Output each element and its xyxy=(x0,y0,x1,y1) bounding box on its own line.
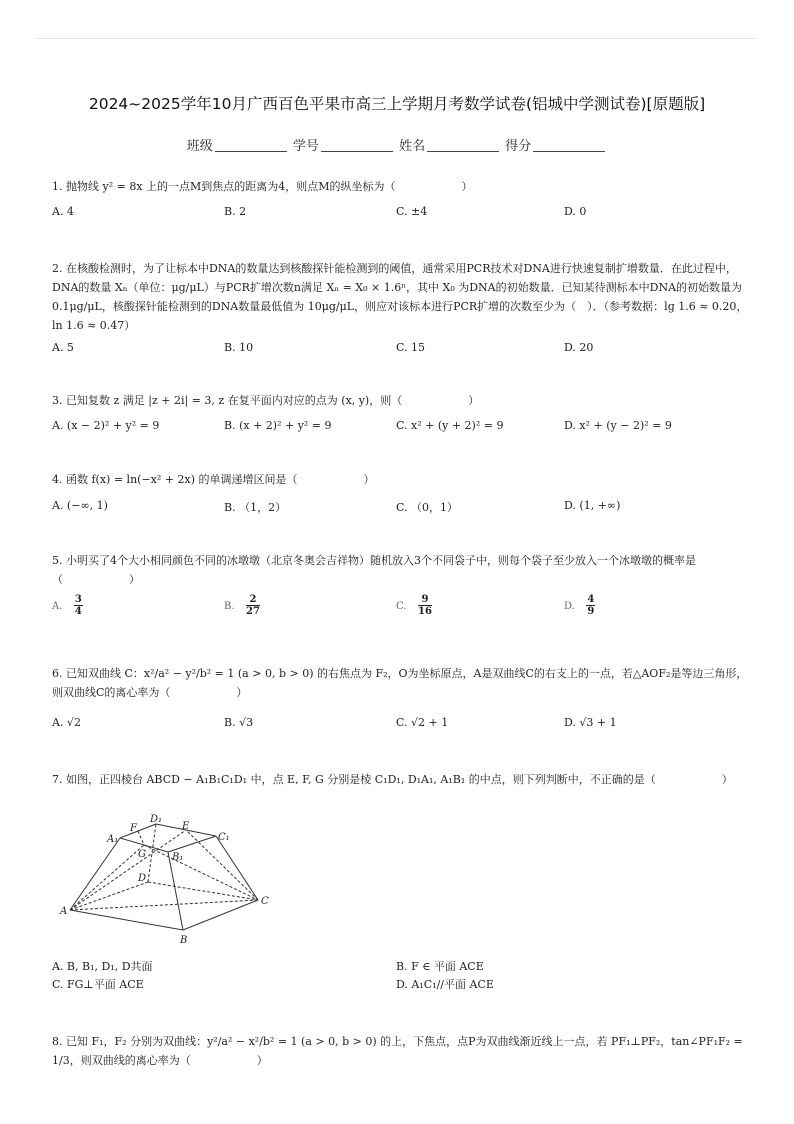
question-stem: 5. 小明买了4个大小相同颜色不同的冰墩墩（北京冬奥会吉祥物）随机放入3个不同袋子中，则每个袋子至少放入一个冰墩墩的概率是（ ） xyxy=(52,554,696,586)
edge-bc xyxy=(183,900,258,930)
label-e: E xyxy=(182,821,190,832)
edge-dd1 xyxy=(148,824,156,882)
option-b[interactable]: B. （1，2） xyxy=(224,501,287,514)
question-1-options xyxy=(52,205,752,225)
option-b[interactable]: B. F ∈ 平面 ACE xyxy=(396,960,484,973)
option-a[interactable]: A. B, B₁, D₁, D共面 xyxy=(52,960,153,973)
label-g: G xyxy=(138,849,146,860)
label-f: F xyxy=(130,823,137,834)
name-label: 姓名 xyxy=(399,139,426,154)
numerator: 4 xyxy=(587,594,595,605)
id-blank[interactable] xyxy=(321,151,393,152)
class-label: 班级 xyxy=(186,139,213,154)
question-6-options xyxy=(52,716,752,736)
question-4-options xyxy=(52,499,752,519)
question-6 xyxy=(52,664,752,702)
edge-dc xyxy=(148,882,258,900)
question-3 xyxy=(52,391,752,410)
option-b[interactable]: B. √3 xyxy=(224,716,254,729)
option-letter: B. xyxy=(224,600,235,612)
option-b[interactable]: B. (x + 2)² + y² = 9 xyxy=(224,419,332,432)
question-stem: 1. 抛物线 y² = 8x 上的一点M到焦点的距离为4，则点M的纵坐标为（ ） xyxy=(52,180,473,193)
question-stem: 4. 函数 f(x) = ln(−x² + 2x) 的单调递增区间是（ ） xyxy=(52,473,375,486)
question-2 xyxy=(52,259,752,335)
numerator: 3 xyxy=(74,594,82,605)
question-stem: 2. 在核酸检测时，为了让标本中DNA的数量达到核酸探针能检测到的阈值，通常采用PCR技术对DNA进行快速复制扩增数量．在此过程中，DNA的数量 Xₙ（单位：μg/μL）与PCR扩增次数n满足 Xₙ = X₀ × 1.6ⁿ，其中 X₀ 为DNA的初始数量．已知某待测标本中DNA的初始数量为 0.1μg/μL，核酸探针能检测到的DNA数量最低值为 10μg/μL，则应对该标本进行PCR扩增的次数至少为（ ）．（参考数据：lg 1.6 ≈ 0.20，ln 1.6 ≈ 0.47） xyxy=(52,262,748,332)
edge-ab xyxy=(70,910,183,930)
label-a: A xyxy=(60,906,68,917)
option-c[interactable]: C. 15 xyxy=(396,341,426,354)
label-a1: A₁ xyxy=(107,834,119,845)
option-letter: A. xyxy=(52,600,63,612)
option-a[interactable] xyxy=(52,594,83,617)
seg-ag xyxy=(70,845,147,910)
question-stem: 6. 已知双曲线 C：x²/a² − y²/b² = 1 (a > 0, b > 0) 的右焦点为 F₂，O为坐标原点，A是双曲线C的右支上的一点，若△AOF₂是等边三角形，则双曲线C的离心率为（ ） xyxy=(52,667,748,699)
score-label: 得分 xyxy=(505,139,532,154)
edge-b1c1 xyxy=(168,836,216,852)
fraction xyxy=(586,594,595,617)
option-b[interactable] xyxy=(224,594,260,617)
class-blank[interactable] xyxy=(215,151,287,152)
fraction xyxy=(74,594,83,617)
question-4 xyxy=(52,470,752,489)
option-d[interactable]: D. x² + (y − 2)² = 9 xyxy=(564,419,672,432)
option-c[interactable]: C. √2 + 1 xyxy=(396,716,449,729)
label-d: D xyxy=(138,873,147,884)
option-c[interactable]: C. x² + (y + 2)² = 9 xyxy=(396,419,504,432)
option-d[interactable]: D. 20 xyxy=(564,341,594,354)
score-blank[interactable] xyxy=(533,151,605,152)
option-d[interactable]: D. A₁C₁//平面 ACE xyxy=(396,978,494,991)
seg-gc xyxy=(144,845,258,900)
question-stem: 7. 如图，正四棱台 ABCD − A₁B₁C₁D₁ 中，点 E, F, G 分别是棱 C₁D₁, D₁A₁, A₁B₁ 的中点，则下列判断中，不正确的是（ ） xyxy=(52,773,733,786)
id-label: 学号 xyxy=(292,139,319,154)
option-letter: D. xyxy=(564,600,575,612)
label-b: B xyxy=(180,935,188,946)
option-a[interactable]: A. (−∞, 1) xyxy=(52,499,108,512)
option-c[interactable]: C. （0，1） xyxy=(396,501,459,514)
student-info-line xyxy=(0,135,794,154)
label-d1: D₁ xyxy=(150,814,163,825)
question-7 xyxy=(52,770,752,789)
option-a[interactable]: A. 4 xyxy=(52,205,74,218)
option-b[interactable]: B. 2 xyxy=(224,205,247,218)
question-stem: 3. 已知复数 z 满足 |z + 2i| = 3, z 在复平面内对应的点为 (x, y)，则（ ） xyxy=(52,394,480,407)
option-b[interactable]: B. 10 xyxy=(224,341,254,354)
name-blank[interactable] xyxy=(427,151,499,152)
top-rule xyxy=(36,38,758,39)
question-7-options-row2 xyxy=(52,976,752,996)
question-1 xyxy=(52,177,752,196)
edge-bb1 xyxy=(168,852,183,930)
question-2-options xyxy=(52,341,752,361)
option-a[interactable]: A. 5 xyxy=(52,341,74,354)
question-5 xyxy=(52,551,752,589)
option-letter: C. xyxy=(396,600,407,612)
frustum-figure xyxy=(58,812,278,952)
question-3-options xyxy=(52,419,752,439)
denominator: 4 xyxy=(74,606,82,617)
fraction xyxy=(246,594,260,617)
option-c[interactable]: C. ±4 xyxy=(396,205,428,218)
fraction xyxy=(418,594,432,617)
question-5-options xyxy=(52,594,752,624)
option-a[interactable]: A. √2 xyxy=(52,716,81,729)
option-c[interactable]: C. FG⊥平面 ACE xyxy=(52,978,144,991)
question-7-options-row1 xyxy=(52,958,752,978)
option-a[interactable]: A. (x − 2)² + y² = 9 xyxy=(52,419,160,432)
option-d[interactable] xyxy=(564,594,595,617)
option-d[interactable]: D. √3 + 1 xyxy=(564,716,617,729)
option-c[interactable] xyxy=(396,594,432,617)
diag-ac xyxy=(70,900,258,910)
denominator: 16 xyxy=(417,606,432,617)
edge-aa1 xyxy=(70,838,120,910)
question-stem: 8. 已知 F₁，F₂ 分别为双曲线：y²/a² − x²/b² = 1 (a > 0, b > 0) 的上，下焦点，点P为双曲线渐近线上一点，若 PF₁⊥PF₂，tan∠PF₁F₂ = 1/3，则双曲线的离心率为（ ） xyxy=(52,1035,743,1067)
option-d[interactable]: D. (1, +∞) xyxy=(564,499,621,512)
edge-cc1 xyxy=(216,836,258,900)
seg-ae xyxy=(70,830,186,910)
numerator: 2 xyxy=(246,594,260,606)
label-c1: C₁ xyxy=(218,832,230,843)
label-b1: B₁ xyxy=(172,852,184,863)
denominator: 27 xyxy=(246,606,260,617)
question-8 xyxy=(52,1032,752,1070)
denominator: 9 xyxy=(587,606,595,617)
numerator: 9 xyxy=(418,594,432,606)
seg-fg xyxy=(138,831,144,845)
label-c: C xyxy=(261,896,269,907)
page-title: 2024~2025学年10月广西百色平果市高三上学期月考数学试卷(铝城中学测试卷)[原题版] xyxy=(88,95,706,113)
option-d[interactable]: D. 0 xyxy=(564,205,587,218)
edge-ad xyxy=(70,882,148,910)
